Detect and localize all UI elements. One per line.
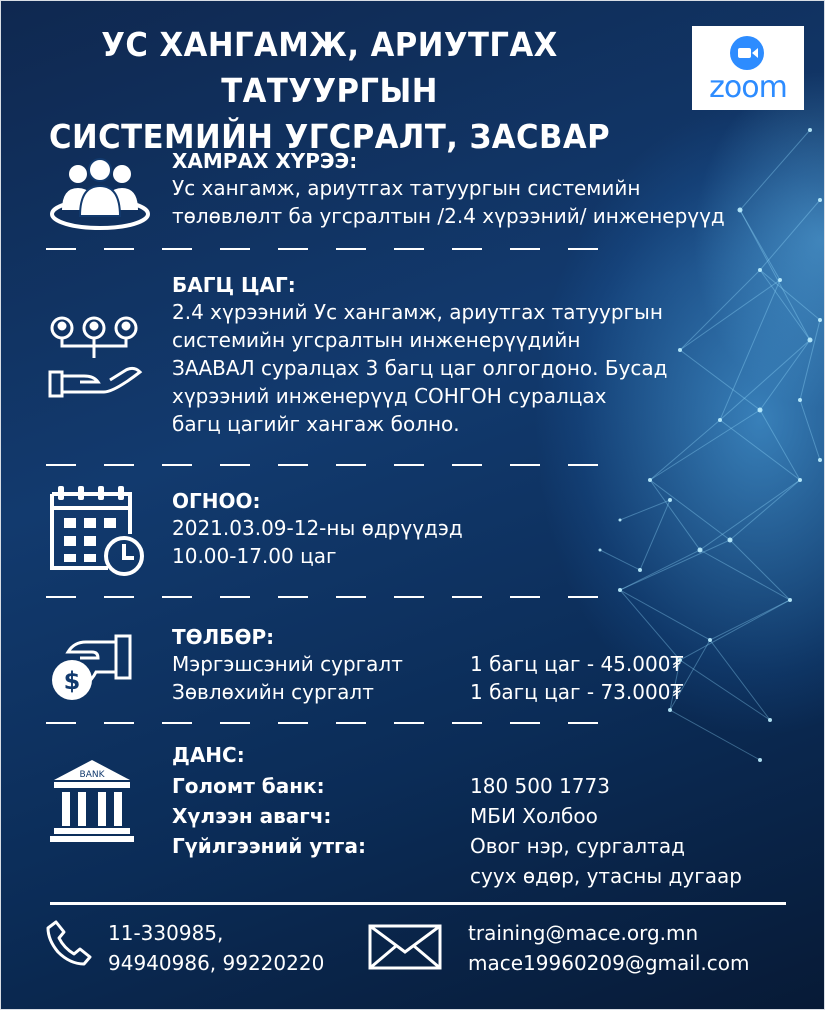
phone-icon [44, 918, 94, 968]
divider [46, 722, 606, 724]
fee-section [172, 624, 274, 650]
calendar-clock-icon [46, 482, 150, 578]
title-line-2: СИСТЕМИЙН УГСРАЛТ, ЗАСВАР [49, 117, 611, 156]
account-label-1: Голомт банк: [172, 774, 325, 798]
bank-icon [50, 758, 134, 842]
date-section [172, 488, 463, 570]
account-value-1: 180 500 1773 [470, 774, 610, 798]
email-2[interactable]: mace19960209@gmail.com [468, 951, 750, 975]
title-line-1: УС ХАНГАМЖ, АРИУТГАХ ТАТУУРГЫН [101, 25, 558, 110]
people-hand-icon [44, 310, 148, 410]
date-heading: ОГНОО: [172, 489, 261, 513]
bank-sign-text: BANK [79, 770, 105, 780]
zoom-logo-text: zoom [709, 70, 787, 105]
credits-line-1: 2.4 хүрээний Ус хангамж, ариутгах татуургын [172, 300, 663, 324]
fee-value-1: 1 багц цаг - 45.000₮ [470, 652, 684, 676]
phone-block [108, 918, 324, 978]
account-heading: ДАНС: [172, 743, 245, 767]
credits-line-2: системийн угсралтын инженерүүдийн [172, 328, 581, 352]
credits-line-3: ЗААВАЛ суралцах 3 багц цаг олгогдоно. Бусад [172, 356, 668, 380]
credits-heading: БАГЦ ЦАГ: [172, 273, 296, 297]
account-section [172, 742, 245, 768]
divider [46, 248, 606, 250]
account-value-2: МБИ Холбоо [470, 804, 598, 828]
envelope-icon [368, 924, 442, 970]
email-block [468, 918, 749, 978]
phone-line-1: 11-330985, [108, 921, 224, 945]
people-group-icon [48, 152, 152, 232]
account-label-2: Хүлээн авагч: [172, 804, 332, 828]
fee-heading: ТӨЛБӨР: [172, 625, 275, 649]
poster-title [18, 22, 641, 160]
divider [46, 464, 606, 466]
zoom-logo [692, 26, 804, 110]
footer-rule [50, 902, 786, 905]
money-hand-icon [46, 632, 138, 708]
fee-label-2: Зөвлөхийн сургалт [172, 680, 374, 704]
audience-line-1: Ус хангамж, ариутгах татуургын системийн [172, 176, 641, 200]
credits-line-5: багц цагийг хангаж болно. [172, 412, 460, 436]
credits-section [172, 272, 668, 438]
date-line-2: 10.00-17.00 цаг [172, 544, 337, 568]
audience-section [172, 148, 725, 230]
svg-text:$: $ [63, 667, 81, 695]
account-label-3: Гүйлгээний утга: [172, 834, 366, 858]
account-value-3: Овог нэр, сургалтад [470, 834, 685, 858]
date-line-1: 2021.03.09-12-ны өдрүүдэд [172, 516, 463, 540]
account-extra: суух өдөр, утасны дугаар [470, 864, 742, 888]
audience-heading: ХАМРАХ ХҮРЭЭ: [172, 149, 358, 173]
divider [46, 596, 606, 598]
fee-label-1: Мэргэшсэний сургалт [172, 652, 403, 676]
credits-line-4: хүрээний инженерүүд СОНГОН суралцах [172, 384, 607, 408]
email-1[interactable]: training@mace.org.mn [468, 921, 699, 945]
zoom-camera-icon [730, 36, 764, 70]
fee-value-2: 1 багц цаг - 73.000₮ [470, 680, 684, 704]
phone-line-2: 94940986, 99220220 [108, 951, 325, 975]
audience-line-2: төлөвлөлт ба угсралтын /2.4 хүрээний/ инженерүүд [172, 204, 725, 228]
